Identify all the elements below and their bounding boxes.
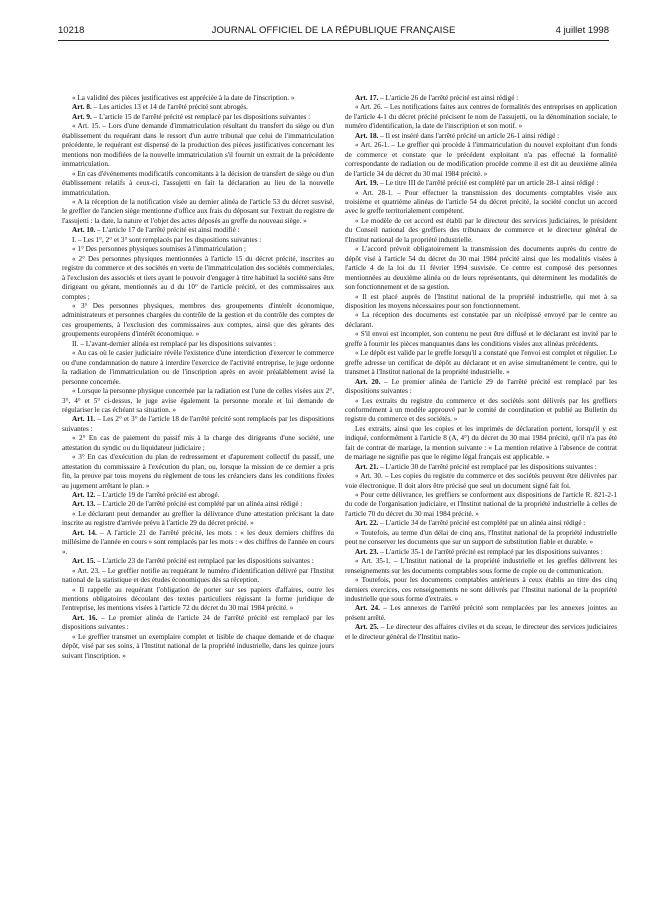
- issue-date: 4 juillet 1998: [555, 25, 609, 36]
- paragraph: [345, 463, 617, 472]
- paragraph-text: – Le titre III de l'arrêté précité est complété par un article 28-1 ainsi rédigé :: [378, 179, 599, 188]
- article-number: Art. 13.: [72, 500, 96, 509]
- paragraph: [345, 293, 617, 312]
- paragraph: [62, 557, 334, 566]
- paragraph: [62, 236, 334, 245]
- paragraph-text: « Au cas où le casier judiciaire révèle l'existence d'une interdiction d'exercer le commerce ou d'une condamnation de nature à interdire l'exercice de l'activité entreprise, le juge ordonne la radiation de l'immatriculation ou de l'inscription après en avoir préalablement avisé la personne concernée.: [62, 349, 334, 386]
- paragraph: [62, 349, 334, 387]
- paragraph-text: « Le greffier transmet un exemplaire complet et lisible de chaque demande et de chaque dépôt, visé par ses soins, à l'Institut national de la propriété industrielle, dans les quinze jours suivant l'inscription. »: [62, 632, 334, 660]
- paragraph-text: – L'article 19 de l'arrêté précité est abrogé.: [95, 491, 220, 500]
- paragraph: [345, 217, 617, 245]
- article-number: Art. 15.: [72, 557, 96, 566]
- paragraph-text: « Le dépôt est valide par le greffe lorsqu'il a constaté que l'envoi est complet et régulier. Le greffe adresse un certificat de dépôt au déclarant et en avise simultanément le centre, qui le transmet à l'Institut national de la propriété industrielle. »: [345, 349, 617, 377]
- article-number: Art. 9.: [72, 112, 92, 121]
- paragraph: [62, 113, 334, 122]
- paragraph: [62, 491, 334, 500]
- paragraph: [345, 548, 617, 557]
- paragraph: [345, 245, 617, 292]
- page-header: [58, 22, 609, 38]
- paragraph: [62, 198, 334, 226]
- paragraph-text: – Le directeur des affaires civiles et du sceau, le directeur des services judiciaires et le directeur général de l'Institut natio-: [345, 623, 617, 641]
- paragraph: [62, 633, 334, 661]
- paragraph: [345, 623, 617, 642]
- paragraph: [62, 387, 334, 415]
- paragraph-text: II. – L'avant-dernier alinéa est remplacé par les dispositions suivantes :: [72, 339, 276, 348]
- paragraph: [62, 567, 334, 586]
- article-number: Art. 25.: [355, 623, 379, 632]
- paragraph-text: « Art. 23. – Le greffier notifie au requérant le numéro d'identification délivré par l'Institut national de la statistique et des études économiques dès sa réception.: [62, 566, 334, 585]
- paragraph: [62, 302, 334, 340]
- paragraph: [345, 94, 617, 103]
- paragraph: [345, 132, 617, 141]
- paragraph-text: « Art. 26-1. – Le greffier qui procède à l'immatriculation du nouvel exploitant d'un fonds de commerce et constate que le précédent exploitant n'a pas effectué la formalité correspondante de radiation ou de modification procède comme il est dit au deuxième alinéa de l'article 34 du décret du 30 mai 1984 précité. »: [345, 141, 617, 178]
- paragraph: [345, 330, 617, 349]
- article-number: Art. 14.: [72, 528, 97, 537]
- paragraph: [62, 614, 334, 633]
- paragraph: [345, 349, 617, 377]
- paragraph-text: « 3° En cas d'exécution du plan de redressement et d'apurement collectif du passif, une attestation du commissaire à l'exécution du plan, ou, lorsque la mission de ce dernier a pris fin, la preuve par tous moyens du règlement de tous les créanciers dans les conditions fixées au jugement arrêtant le plan. »: [62, 453, 334, 490]
- paragraph-text: – L'article 23 de l'arrêté précité est remplacé par les dispositions suivantes :: [95, 557, 314, 566]
- journal-title: JOURNAL OFFICIEL DE LA RÉPUBLIQUE FRANÇAISE: [211, 25, 456, 36]
- article-number: Art. 11.: [72, 415, 96, 424]
- paragraph-text: « Toutefois, pour les documents comptables antérieurs à ceux établis au titre des cinq derniers exercices, ces renseignements ne sont délivrés par l'Institut national de la propriété industrielle que sous forme d'extraits. »: [345, 576, 617, 604]
- paragraph: [62, 415, 334, 434]
- paragraph: [62, 453, 334, 491]
- paragraph: [345, 141, 617, 179]
- paragraph: [62, 510, 334, 529]
- paragraph: [345, 425, 617, 463]
- paragraph-text: « 3° Des personnes physiques, membres des groupements d'intérêt économique, administrateurs et personnes chargées du contrôle de la gestion et du contrôle des comptes de ces groupements, à l'exclusion des commissaires aux comptes, ainsi que des gérants des groupements européens d'intérêt économique. »: [62, 301, 334, 339]
- paragraph: [345, 189, 617, 217]
- paragraph: [345, 491, 617, 519]
- paragraph: [62, 500, 334, 509]
- paragraph-text: « L'accord prévoit obligatoirement la transmission des documents auprès du centre de dépôt visé à l'article 54 du décret du 30 mai 1984 précité ainsi que les modalités visées à l'article 4 de la loi du 11 février 1994 susvisée. Ce centre est composé des personnes mentionnées au deuxième alinéa ou de leurs représentants, qui déterminent les modalités de son fonctionnement et de sa gestion.: [345, 245, 617, 292]
- article-number: Art. 24.: [355, 604, 380, 613]
- paragraph-text: – L'article 17 de l'arrêté précité est ainsi modifié :: [95, 226, 240, 235]
- article-number: Art. 20.: [355, 377, 381, 386]
- paragraph: [62, 586, 334, 614]
- article-number: Art. 8.: [72, 103, 92, 112]
- paragraph-text: – Les 2° et 3° de l'article 18 de l'arrêté précité sont remplacés par les dispositions suivantes :: [62, 415, 334, 433]
- header-rule: [58, 40, 609, 41]
- paragraph: [62, 170, 334, 198]
- paragraph-text: – L'article 26 de l'arrêté précité est ainsi rédigé :: [378, 94, 519, 102]
- paragraph-text: « Le modèle de cet accord est établi par le directeur des services judiciaires, le président du Conseil national des greffiers des tribunaux de commerce et le directeur général de l'Institut national de la propriété industrielle.: [345, 216, 617, 244]
- paragraph-text: « Le déclarant peut demander au greffier la délivrance d'une attestation précisant la date inscrite au registre d'arrivée prévu à l'article 29 du décret précité. »: [62, 509, 334, 528]
- paragraph-text: – L'article 34 de l'arrêté précité est complété par un alinéa ainsi rédigé :: [378, 519, 586, 528]
- paragraph-text: « A la réception de la notification visée au dernier alinéa de l'article 53 du décret susvisé, le greffier de l'ancien siège mentionne d'office aux frais du déposant sur l'extrait du registre de l'assujetti : la date, la nature et l'objet des actes déposés au greffe du nouveau siège. »: [62, 197, 334, 225]
- paragraph: [62, 226, 334, 235]
- paragraph: [345, 103, 617, 131]
- paragraph-text: « Lorsque la personne physique concernée par la radiation est l'une de celles visées aux 2°, 3°, 4° et 5° ci-dessus, le juge avise également la personne morale et lui demande de régulariser le cas échéant sa situation. »: [62, 387, 334, 414]
- paragraph-text: « Il est placé auprès de l'Institut national de la propriété industrielle, qui met à sa disposition les moyens nécessaires pour son fonctionnement.: [345, 292, 617, 310]
- paragraph: [345, 472, 617, 491]
- paragraph-text: « Art. 15. – Lors d'une demande d'immatriculation résultant du transfert du siège ou d'un établissement du requérant dans le ressort d'un autre tribunal que celui de l'immatriculation précédente, le requérant est dispensé de la production des pièces justificatives concernant les mentions non modifiées de la nouvelle immatriculation s'il fournit un extrait de la précédente immatriculation.: [62, 122, 334, 169]
- paragraph: [62, 529, 334, 557]
- article-number: Art. 19.: [355, 179, 379, 188]
- paragraph: [62, 103, 334, 112]
- paragraph-text: « Art. 30. – Les copies du registre du commerce et des sociétés peuvent être délivrées par voie électronique. Il doit alors être précisé que seul un document signé fait foi.: [345, 472, 617, 490]
- paragraph: [62, 255, 334, 302]
- paragraph-text: « 1° Des personnes physiques soumises à l'immatriculation ;: [72, 245, 246, 254]
- paragraph-text: – L'article 15 de l'arrêté précité est remplacé par les dispositions suivantes :: [91, 112, 311, 121]
- article-number: Art. 21.: [355, 462, 379, 471]
- paragraph-text: – Il est inséré dans l'arrêté précité un article 26-1 ainsi rédigé :: [378, 131, 560, 140]
- paragraph: [345, 311, 617, 330]
- paragraph: [345, 557, 617, 576]
- left-column: [62, 94, 334, 892]
- article-number: Art. 16.: [72, 613, 98, 622]
- paragraph-text: « Les extraits du registre du commerce et des sociétés sont délivrés par les greffiers conformément à un modèle approuvé par le comité de coordination et publié au Bulletin du registre du commerce et des sociétés. »: [345, 396, 617, 424]
- paragraph: [345, 576, 617, 604]
- page-number: 10218: [58, 25, 85, 36]
- paragraph-text: « 2° Des personnes physiques mentionnées à l'article 15 du décret précité, inscrites au registre du commerce et des sociétés en vertu de l'immatriculation des sociétés commerciales, à l'exclusion des associés et tiers ayant le pouvoir d'engager à titre habituel la société sans être dirigeant ou gérant, mentionnés au d du 10° de l'article précité, et des commissaires aux comptes ;: [62, 254, 334, 301]
- paragraph-text: – A l'article 21 de l'arrêté précité, les mots : « les deux derniers chiffres du millésime de l'année en cours » sont remplacés par les mots : « des chiffres de l'année en cours ».: [62, 528, 334, 556]
- paragraph-text: « Art. 35-1. – L'Institut national de la propriété industrielle et les greffes délivrent les renseignements sur les documents comptables sous forme de copie ou de communication.: [345, 557, 617, 575]
- paragraph-text: « Toutefois, au terme d'un délai de cinq ans, l'Institut national de la propriété industrielle peut ne conserver les documents que sur un support de substitution fiable et durable. »: [345, 528, 617, 547]
- paragraph: [62, 94, 334, 103]
- paragraph-text: I. – Les 1°, 2° et 3° sont remplacés par les dispositions suivantes :: [72, 235, 262, 244]
- paragraph-text: « En cas d'événements modificatifs concomitants à la décision de transfert de siège ou d'un établissement relatifs à ceux-ci, l'assujetti en fait la déclaration au lieu de la nouvelle immatriculation.: [62, 169, 334, 197]
- paragraph-text: « Il rappelle au requérant l'obligation de porter sur ses papiers d'affaires, outre les mentions obligatoires découlant des textes particuliers régissant la forme juridique de l'entreprise, les mentions visées à l'article 72 du décret du 30 mai 1984 précité. »: [62, 585, 334, 613]
- paragraph: [345, 378, 617, 397]
- paragraph-text: « Art. 26. – Les notifications faites aux centres de formalités des entreprises en application de l'article 4-1 du décret précité précisent le nom de l'assujetti, ou la dénomination sociale, le numéro d'identification, la date de l'inscription et son motif. »: [345, 103, 617, 131]
- paragraph-text: « Art. 28-1. – Pour effectuer la transmission des documents comptables visée aux troisième et quatrième alinéas de l'article 54 du décret précité, la société conclut un accord avec le greffe territorialement compétent.: [345, 188, 617, 216]
- paragraph-text: – L'article 35-1 de l'arrêté précité est remplacé par les dispositions suivantes :: [378, 547, 603, 556]
- paragraph-text: « Pour cette délivrance, les greffiers se conforment aux dispositions de l'article R. 821-2-1 du code de l'organisation judiciaire, et l'Institut national de la propriété industrielle à celles de l'article 70 du décret du 30 mai 1984 précité. »: [345, 491, 617, 518]
- article-number: Art. 12.: [72, 491, 96, 500]
- article-number: Art. 23.: [355, 547, 379, 556]
- paragraph: [345, 397, 617, 425]
- paragraph: [62, 245, 334, 254]
- paragraph-text: – Les articles 13 et 14 de l'arrêté précité sont abrogés.: [91, 103, 248, 112]
- paragraph-text: – Le premier alinéa de l'article 24 de l'arrêté précité est remplacé par les dispositions suivantes :: [62, 613, 334, 632]
- article-number: Art. 17.: [355, 94, 379, 102]
- paragraph: [62, 122, 334, 169]
- paragraph-text: « S'il envoi est incomplet, son contenu ne peut être diffusé et le déclarant est invité par le greffe à fournir les pièces manquantes dans les conditions visées aux alinéas précédents.: [345, 330, 617, 348]
- paragraph: [345, 529, 617, 548]
- article-number: Art. 18.: [355, 131, 379, 140]
- paragraph-text: « La validité des pièces justificatives est appréciée à la date de l'inscription. »: [72, 94, 295, 102]
- paragraph: [62, 434, 334, 453]
- article-number: Art. 10.: [72, 226, 96, 235]
- paragraph-text: – L'article 30 de l'arrêté précité est remplacé par les dispositions suivantes :: [378, 462, 597, 471]
- paragraph: [62, 340, 334, 349]
- article-number: Art. 22.: [355, 519, 379, 528]
- paragraph: [345, 519, 617, 528]
- right-column: [345, 94, 617, 892]
- paragraph-text: – Le premier alinéa de l'article 29 de l'arrêté précité est remplacé par les dispositions suivantes :: [345, 377, 617, 396]
- paragraph: [345, 179, 617, 188]
- paragraph-text: « 2° En cas de paiement du passif mis à la charge des dirigeants d'une société, une attestation du syndic ou du liquidateur judiciaire ;: [62, 434, 334, 452]
- paragraph-text: – Les annexes de l'arrêté précité sont remplacées par les annexes jointes au présent arrêté.: [345, 604, 617, 622]
- paragraph-text: – L'article 20 de l'arrêté précité est complété par un alinéa ainsi rédigé :: [95, 500, 303, 509]
- paragraph-text: « La réception des documents est constatée par un récépissé envoyé par le centre au déclarant.: [345, 311, 617, 329]
- paragraph: [345, 604, 617, 623]
- paragraph-text: Les extraits, ainsi que les copies et les imprimés de déclaration portent, lorsqu'il y est indiqué, conformément à l'article 8 (A, 4°) du décret du 30 mai 1984 précité, qu'il n'a pas été fait de contrat de mariage, la mention suivante : « La mention relative à l'absence de contrat de mariage ne signifie pas que le régime légal français est applicable. »: [345, 424, 617, 462]
